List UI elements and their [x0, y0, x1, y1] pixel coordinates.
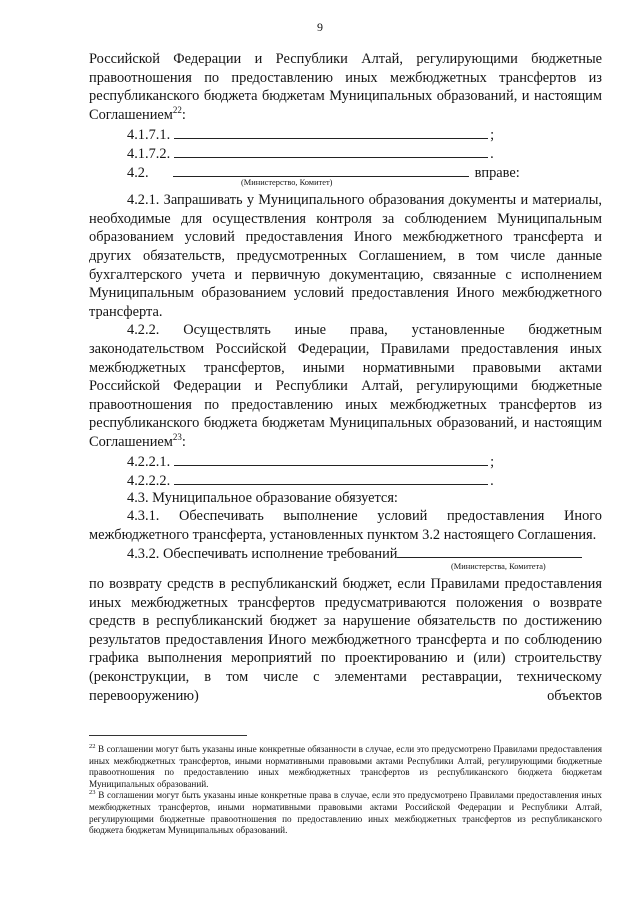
- paragraph-4-2-2: [89, 321, 602, 451]
- blank-field[interactable]: [174, 470, 488, 485]
- footnote-separator: [89, 735, 247, 736]
- fill-line-4-2-2-1: [127, 451, 602, 470]
- paragraph-text: 4.2.2. Осуществлять иные права, установленные бюджетным законодательством Российской Федерации, Правилами предоставления иных межбюджетных трансфертов, иными нормативными правовыми актами Российской Федерации и Республики Алтай, регулирующими бюджетные правоотношения по предоставлению иных межбюджетных трансфертов из республиканского бюджета бюджетам Муниципальных образований, и настоящим Соглашением: [89, 322, 602, 450]
- item-punct: ;: [490, 454, 495, 471]
- footnote-text: В соглашении могут быть указаны иные конкретные обязанности в случае, если это предусмотрено Правилами предоставления иных межбюджетных трансфертов, иными нормативными правовыми актами Республики Алтай, регулирующими бюджетные правоотношения по предоставлению иных межбюджетных трансфертов из республиканского бюджета бюджетам Муниципальных образований.: [89, 744, 602, 789]
- paragraph-punct: :: [181, 433, 186, 450]
- blank-field[interactable]: [174, 143, 488, 158]
- paragraph-text: 4.3.2. Обеспечивать исполнение требований: [127, 546, 398, 563]
- paragraph-punct: :: [181, 106, 186, 123]
- field-caption: (Министерство, Комитет): [241, 178, 333, 188]
- item-suffix: вправе:: [474, 164, 520, 181]
- item-punct: .: [490, 145, 494, 162]
- item-punct: ;: [490, 127, 495, 144]
- footnote-23: [89, 790, 602, 836]
- paragraph-4-1-7-continuation: [89, 50, 602, 124]
- footnote-22: [89, 744, 602, 790]
- blank-field[interactable]: [174, 124, 488, 139]
- fill-line-4-1-7-1: [127, 124, 602, 143]
- blank-field[interactable]: [173, 162, 469, 177]
- footnote-number: 22: [89, 742, 96, 750]
- paragraph-text: Российской Федерации и Республики Алтай, регулирующими бюджетные правоотношения по предоставлению иных межбюджетных трансфертов из республиканского бюджета бюджетам Муниципальных образований, и настоящим Соглашением: [89, 51, 602, 123]
- item-punct: .: [490, 473, 494, 490]
- paragraph-4-3-2-continuation: по возврату средств в республиканский бюджет, если Правилами предоставления иных межбюджетных трансфертов предусматриваются положения о возврате средств в республиканский бюджет за нарушение обязательств по достижению результатов предоставления Иного межбюджетного трансферта и по соблюдению графика выполнения мероприятий по проектированию и (или) строительству (реконструкции, в том числе с элементами реставрации, техническому перевооружению) объектов: [89, 576, 602, 704]
- blank-field[interactable]: [174, 451, 488, 466]
- item-number: 4.1.7.2.: [127, 145, 171, 162]
- fill-line-4-2: [127, 162, 602, 181]
- field-caption: (Министерства, Комитета): [451, 562, 546, 572]
- fill-line-4-1-7-2: [127, 143, 602, 162]
- item-number: 4.2.: [127, 164, 149, 181]
- page-number: 9: [317, 20, 323, 34]
- fill-line-4-2-2-2: [127, 470, 602, 489]
- footnote-text: В соглашении могут быть указаны иные конкретные права в случае, если это предусмотрено Правилами предоставления иных межбюджетных трансфертов, иными нормативными правовыми актами Российской Федерации и Республики Алтай, регулирующими бюджетные правоотношения по предоставлению иных межбюджетных трансфертов из республиканского бюджета бюджетам Муниципальных образований.: [89, 790, 602, 836]
- paragraph-4-2-1: 4.2.1. Запрашивать у Муниципального образования документы и материалы, необходимые для осуществления контроля за соблюдением Муниципальным образованием условий предоставления Иного межбюджетного трансферта и других обязательств, предусмотренных Соглашением, в том числе данные бухгалтерского учета и первичную документацию, связанные с исполнением Муниципальным образованием условий предоставления Иного межбюджетного трансферта.: [89, 192, 602, 320]
- paragraph-4-3: 4.3. Муниципальное образование обязуется:: [127, 489, 398, 506]
- caption-row-2: [89, 564, 602, 575]
- document-body: [89, 50, 602, 705]
- footnote-number: 23: [89, 789, 96, 797]
- footnote-ref-22: 22: [172, 104, 182, 115]
- footnotes: [89, 744, 602, 837]
- paragraph-4-3-1: 4.3.1. Обеспечивать выполнение условий предоставления Иного межбюджетного трансферта, установленных пунктом 3.2 настоящего Соглашения.: [89, 508, 602, 543]
- item-number: 4.1.7.1.: [127, 127, 171, 144]
- footnote-ref-23: 23: [172, 432, 182, 443]
- caption-row-1: [89, 180, 602, 191]
- blank-field[interactable]: [397, 544, 582, 558]
- item-number: 4.2.2.1.: [127, 454, 171, 471]
- item-number: 4.2.2.2.: [127, 473, 171, 490]
